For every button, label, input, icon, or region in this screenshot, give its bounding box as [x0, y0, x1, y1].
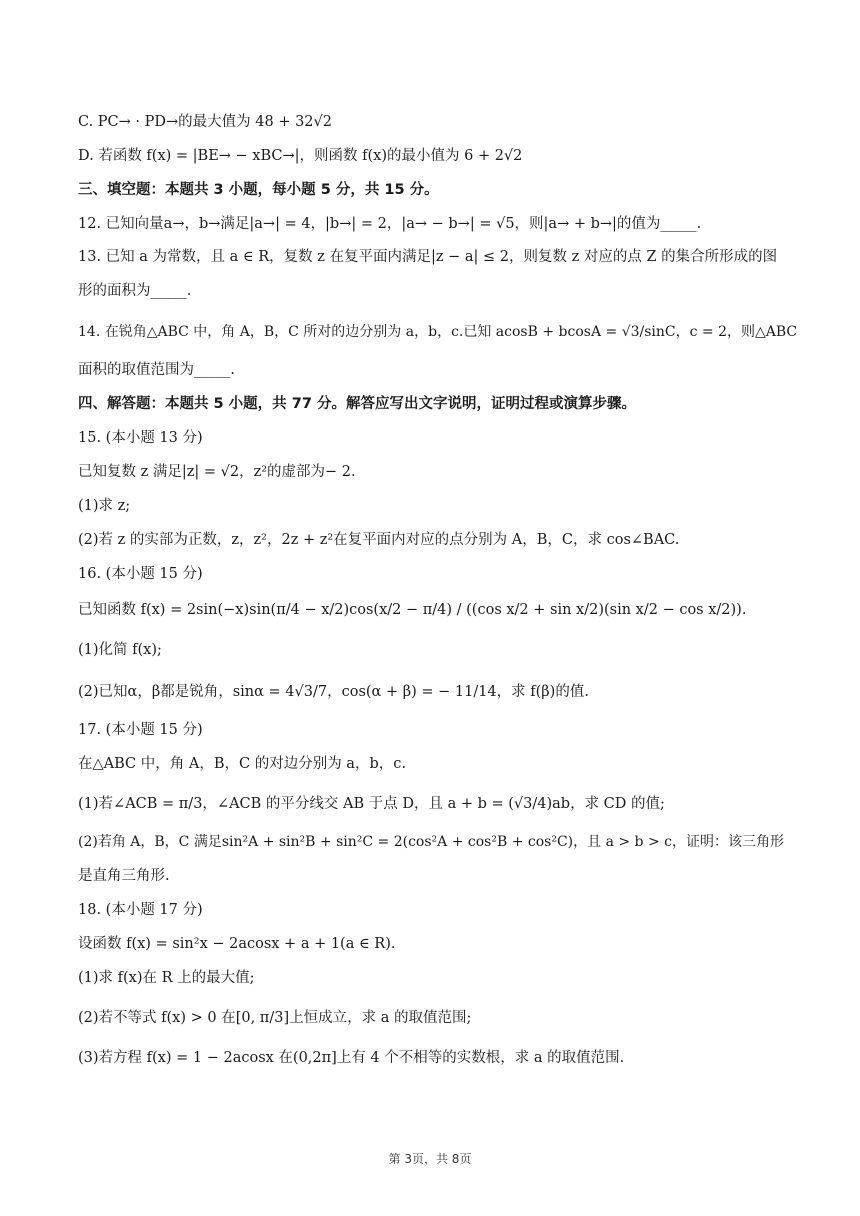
- question-13-line-2: 形的面积为_____.: [78, 283, 192, 299]
- question-12: 12. 已知向量a→，b→满足|a→| = 4，|b→| = 2，|a→ − b→| = √5，则|a→ + b→|的值为_____.: [78, 216, 702, 232]
- section-heading-fill-in: 三、填空题：本题共 3 小题，每小题 5 分，共 15 分。: [78, 182, 439, 198]
- question-17-stem: 在△ABC 中，角 A，B，C 的对边分别为 a，b，c.: [78, 756, 406, 772]
- question-18-part-3: (3)若方程 f(x) = 1 − 2acosx 在(0,2π]上有 4 个不相等的实数根，求 a 的取值范围.: [78, 1050, 625, 1066]
- option-c: C. PC→ · PD→的最大值为 48 + 32√2: [78, 114, 332, 130]
- option-d: D. 若函数 f(x) = |BE→ − xBC→|，则函数 f(x)的最小值为 6 + 2√2: [78, 148, 523, 164]
- page-number-footer: 第 3页，共 8页: [388, 1152, 472, 1166]
- question-16-part-2: (2)已知α，β都是锐角，sinα = 4√3/7，cos(α + β) = − 11/14，求 f(β)的值.: [78, 684, 589, 700]
- question-17-header: 17. (本小题 15 分): [78, 722, 203, 738]
- question-16-stem: 已知函数 f(x) = 2sin(−x)sin(π/4 − x/2)cos(x/2 − π/4) / ((cos x/2 + sin x/2)(sin x/2 − cos x/2)).: [78, 602, 747, 618]
- question-18-part-1: (1)求 f(x)在 R 上的最大值;: [78, 970, 255, 986]
- question-16-part-1: (1)化简 f(x);: [78, 642, 162, 658]
- question-15-part-1: (1)求 z;: [78, 498, 131, 514]
- question-17-part-1: (1)若∠ACB = π/3，∠ACB 的平分线交 AB 于点 D，且 a + b = (√3/4)ab，求 CD 的值;: [78, 796, 665, 812]
- question-17-part-2-line-2: 是直角三角形.: [78, 868, 170, 884]
- question-15-stem: 已知复数 z 满足|z| = √2，z²的虚部为− 2.: [78, 464, 356, 480]
- question-18-header: 18. (本小题 17 分): [78, 902, 203, 918]
- question-13-line-1: 13. 已知 a 为常数，且 a ∈ R，复数 z 在复平面内满足|z − a| ≤ 2，则复数 z 对应的点 Z 的集合所形成的图: [78, 249, 778, 265]
- question-16-header: 16. (本小题 15 分): [78, 566, 203, 582]
- question-14-line-2: 面积的取值范围为_____.: [78, 362, 235, 378]
- question-15-header: 15. (本小题 13 分): [78, 430, 203, 446]
- question-18-part-2: (2)若不等式 f(x) > 0 在[0, π/3]上恒成立，求 a 的取值范围;: [78, 1010, 472, 1026]
- question-17-part-2-line-1: (2)若角 A，B，C 满足sin²A + sin²B + sin²C = 2(cos²A + cos²B + cos²C)，且 a > b > c，证明：该三角形: [78, 834, 784, 850]
- question-14-line-1: 14. 在锐角△ABC 中，角 A，B，C 所对的边分别为 a，b，c.已知 acosB + bcosA = √3/sinC，c = 2，则△ABC: [78, 324, 798, 340]
- question-15-part-2: (2)若 z 的实部为正数，z，z²，2z + z²在复平面内对应的点分别为 A，B，C，求 cos∠BAC.: [78, 532, 680, 548]
- question-18-stem: 设函数 f(x) = sin²x − 2acosx + a + 1(a ∈ R).: [78, 936, 396, 952]
- section-heading-solutions: 四、解答题：本题共 5 小题，共 77 分。解答应写出文字说明，证明过程或演算步骤。: [78, 396, 636, 412]
